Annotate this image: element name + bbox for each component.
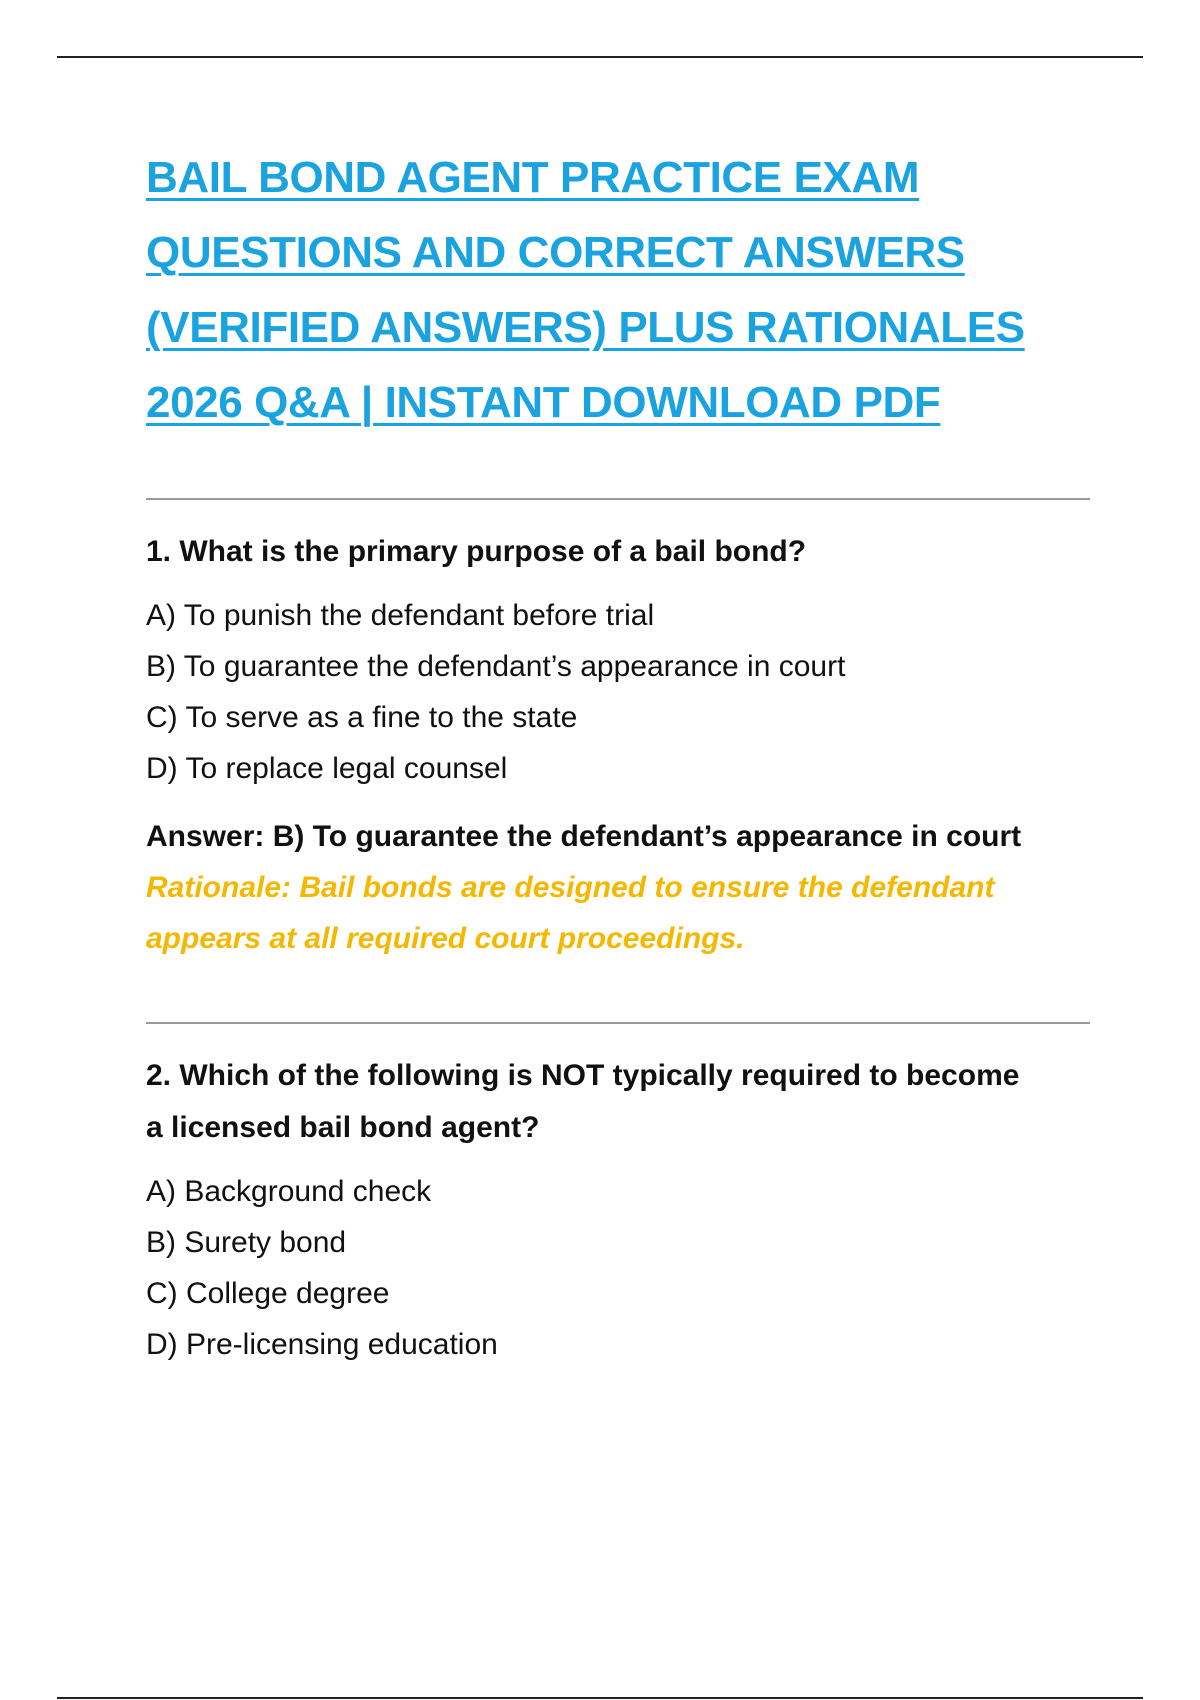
option-c: C) To serve as a fine to the state (146, 701, 578, 734)
title-line (146, 365, 1090, 440)
option-d: D) To replace legal counsel (146, 752, 508, 785)
option-b: B) Surety bond (146, 1226, 347, 1259)
answer-options (146, 590, 1090, 794)
title-line (146, 215, 1090, 290)
page-content (146, 140, 1090, 1370)
title-line-text: 2026 Q&A | INSTANT DOWNLOAD PDF (146, 378, 941, 427)
section-divider (146, 1022, 1090, 1024)
title-line-text: (VERIFIED ANSWERS) PLUS RATIONALES (146, 303, 1025, 352)
title-line-text: BAIL BOND AGENT PRACTICE EXAM (146, 153, 920, 202)
rationale-line: appears at all required court proceedings. (146, 922, 745, 955)
title-line (146, 140, 1090, 215)
page-bottom-rule (57, 1697, 1143, 1699)
title-line-text: QUESTIONS AND CORRECT ANSWERS (146, 228, 965, 277)
option-c: C) College degree (146, 1277, 390, 1310)
document-title (146, 140, 1090, 440)
question-text-line: a licensed bail bond agent? (146, 1111, 540, 1144)
page-top-rule (57, 56, 1143, 58)
question-text-line: 2. Which of the following is NOT typically required to become (146, 1059, 1020, 1092)
correct-answer: Answer: B) To guarantee the defendant’s appearance in court (146, 820, 1022, 853)
option-a: A) Background check (146, 1175, 432, 1208)
option-b: B) To guarantee the defendant’s appearance in court (146, 650, 846, 683)
option-a: A) To punish the defendant before trial (146, 599, 655, 632)
section-divider (146, 498, 1090, 500)
question-text: 1. What is the primary purpose of a bail bond? (146, 535, 807, 568)
question-1 (146, 526, 1090, 964)
option-d: D) Pre-licensing education (146, 1328, 498, 1361)
title-line (146, 290, 1090, 365)
answer-options (146, 1166, 1090, 1370)
rationale-line: Rationale: Bail bonds are designed to ensure the defendant (146, 871, 995, 904)
question-2 (146, 1050, 1090, 1370)
